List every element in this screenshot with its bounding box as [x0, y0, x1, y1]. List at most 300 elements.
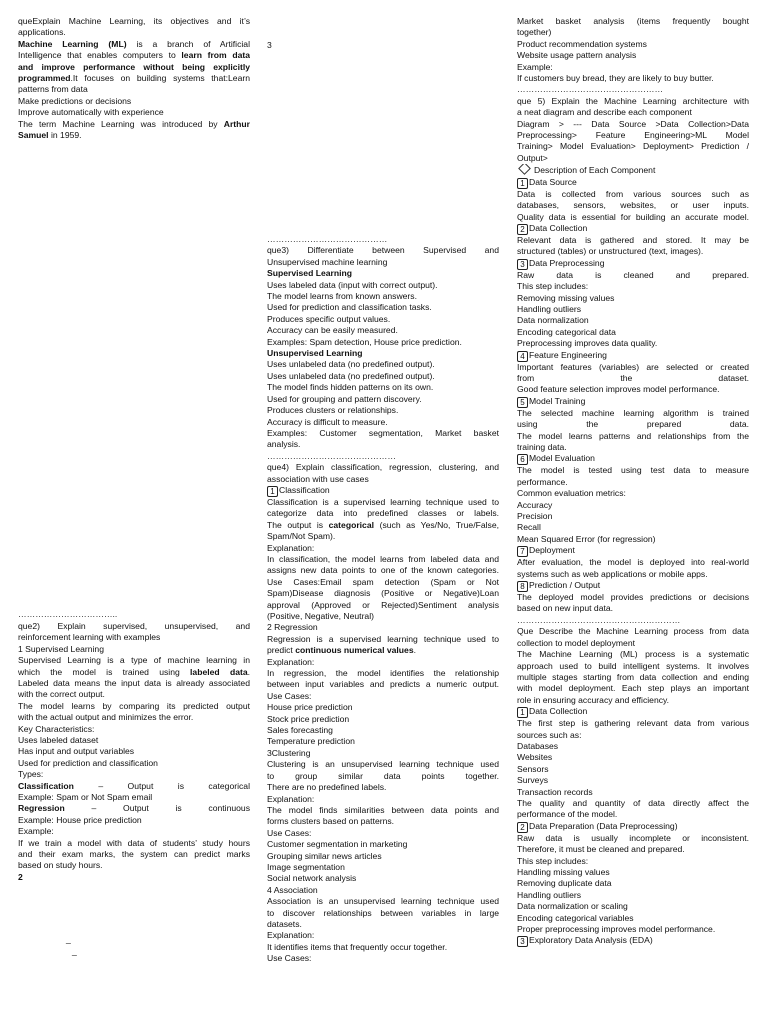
text-run: Used for prediction and classification tasks.	[267, 302, 432, 313]
text-run: Accuracy is difficult to measure.	[267, 416, 388, 427]
text-line	[267, 828, 499, 839]
text-line	[517, 39, 749, 50]
text-run: Feature Engineering	[529, 349, 607, 360]
text-line	[18, 16, 250, 27]
text-run: datasets.	[267, 918, 302, 929]
text-run: performance of the model.	[517, 809, 618, 820]
text-line	[517, 338, 749, 349]
text-run: ……………………………..	[18, 609, 118, 620]
column-right	[517, 16, 749, 947]
text-line	[18, 803, 250, 814]
text-run: Used for grouping and pattern discovery.	[267, 393, 422, 404]
text-run: forms clusters based on patterns.	[267, 816, 395, 827]
diamond-icon	[518, 164, 531, 175]
text-run: Classification is a supervised learning technique used to	[267, 496, 499, 507]
text-line	[267, 782, 499, 793]
text-run: Databases	[517, 740, 559, 751]
q5-process-block	[517, 16, 749, 947]
text-run: Sales forecasting	[267, 725, 333, 736]
separator-dots	[267, 234, 499, 245]
text-line	[18, 27, 250, 38]
text-run: – Output is continuous	[64, 803, 250, 814]
text-run: sources such as:	[517, 729, 582, 740]
text-run: House price prediction	[267, 702, 353, 713]
text-run: If we train a model with data of students’ study hours	[18, 837, 250, 848]
text-line	[267, 382, 499, 393]
text-line	[267, 759, 499, 770]
text-run: Examples: Customer segmentation, Market basket	[267, 427, 499, 438]
text-run: Example: Spam or Not Spam email	[18, 791, 153, 802]
text-run: Mean Squared Error (for regression)	[517, 533, 656, 544]
text-run: Precision	[517, 511, 553, 522]
text-run: …………………………………………………	[517, 614, 681, 625]
text-run: Example: House price prediction	[18, 814, 142, 825]
text-run: Image segmentation	[267, 861, 345, 872]
number-box: 7	[517, 546, 528, 557]
text-line	[267, 908, 499, 919]
text-run: approach used to build intelligent systems. It involves	[517, 660, 749, 671]
text-run: Machine Learning (ML)	[18, 38, 127, 49]
text-line	[267, 611, 499, 622]
text-line	[267, 565, 499, 576]
text-run: Data Preprocessing	[529, 257, 605, 268]
text-line	[267, 805, 499, 816]
text-run: labeled data	[190, 666, 248, 677]
text-run: ……………………………………………	[517, 84, 664, 95]
text-run: Make predictions or decisions	[18, 95, 132, 106]
text-line	[267, 930, 499, 941]
text-run: Relevant data is gathered and stored. It may be	[517, 234, 749, 245]
text-line	[267, 771, 499, 782]
text-run: Social network analysis	[267, 873, 357, 884]
text-run: 3Clustering	[267, 747, 311, 758]
text-run: based on new input data.	[517, 603, 614, 614]
text-line	[517, 62, 749, 73]
text-run: The model is tested using test data to measure	[517, 465, 749, 476]
number-box: 5	[517, 397, 528, 408]
text-run: Stock price prediction	[267, 713, 350, 724]
text-run: Raw data is cleaned and prepared.	[517, 269, 749, 280]
text-run: Encoding categorical data	[517, 326, 616, 337]
text-line	[18, 96, 250, 107]
text-run: Therefore, it must be cleaned and prepared.	[517, 844, 685, 855]
text-line	[18, 130, 250, 141]
text-run: Proper preprocessing improves model performance.	[517, 924, 716, 935]
text-run: Spam)Disease diagnosis (Positive or Negative)Loan	[267, 588, 499, 599]
text-line	[18, 712, 250, 723]
text-line	[18, 758, 250, 769]
text-run: Customer segmentation in marketing	[267, 839, 408, 850]
text-line	[267, 600, 499, 611]
text-run: applications.	[18, 27, 66, 38]
text-run: Use Cases:	[267, 827, 312, 838]
text-line	[18, 689, 250, 700]
text-line	[517, 315, 749, 326]
text-line	[517, 235, 749, 246]
text-run: collection to model deployment	[517, 637, 635, 648]
text-run: structured (tables) or unstructured (text, images).	[517, 246, 704, 257]
number-box: 2	[517, 224, 528, 235]
text-run: There are no predefined labels.	[267, 782, 387, 793]
text-line	[517, 569, 749, 580]
text-run: Has input and output variables	[18, 746, 135, 757]
text-run: Use Cases:Email spam detection (Spam or Not	[267, 576, 499, 587]
text-run: assigns new data points to one of the known categories.	[267, 565, 499, 576]
text-run: Transaction records	[517, 786, 593, 797]
text-run: Example:	[517, 61, 553, 72]
text-run: Unsupervised machine learning	[267, 256, 388, 267]
text-line	[18, 107, 250, 118]
text-line	[18, 39, 250, 50]
text-line	[267, 405, 499, 416]
text-line	[517, 488, 749, 499]
text-run: – Output is categorical	[73, 780, 250, 791]
text-run: categorical	[328, 519, 375, 530]
text-run: que2) Explain supervised, unsupervised, and	[18, 620, 250, 631]
column-middle	[267, 16, 499, 965]
text-run: It identifies items that frequently occur together.	[267, 941, 448, 952]
text-line	[517, 16, 749, 27]
text-line	[517, 223, 749, 235]
text-line	[267, 691, 499, 702]
text-run: Use Cases:	[267, 953, 312, 964]
text-line	[517, 730, 749, 741]
text-line	[267, 485, 499, 497]
text-line	[517, 809, 749, 820]
text-run: Model Evaluation	[529, 453, 595, 464]
text-run: Regression	[18, 803, 65, 814]
text-run: Classification	[18, 780, 74, 791]
text-run: .	[247, 666, 250, 677]
text-line	[267, 816, 499, 827]
text-line	[267, 554, 499, 565]
text-run: Produces specific output values.	[267, 313, 391, 324]
number-box: 3	[517, 936, 528, 947]
text-line	[18, 655, 250, 666]
text-line	[267, 919, 499, 930]
text-line	[517, 200, 749, 211]
text-run: Training> Model Evaluation> Deployment> Prediction /	[517, 141, 749, 152]
text-line	[267, 953, 499, 964]
text-line	[517, 511, 749, 522]
text-run: role in ensuring accuracy and efficiency.	[517, 694, 670, 705]
text-line	[267, 657, 499, 668]
dash-mark: _	[66, 934, 71, 944]
text-run: This step includes:	[517, 855, 589, 866]
text-run: which the model is trained using	[18, 666, 191, 677]
text-run: with the actual output and minimizes the error.	[18, 712, 194, 723]
text-run: Spam/Not Spam).	[267, 531, 336, 542]
text-line	[517, 189, 749, 200]
text-line	[18, 73, 250, 84]
number-box: 1	[267, 486, 278, 497]
text-line	[517, 500, 749, 511]
text-line	[267, 736, 499, 747]
text-run: continuous numerical values	[295, 645, 414, 656]
text-line	[18, 724, 250, 735]
text-line	[18, 792, 250, 803]
text-run: Prediction / Output	[529, 580, 601, 591]
text-run: and their exam marks, the system can predict marks	[18, 849, 250, 859]
text-line	[18, 746, 250, 757]
text-run: (such as Yes/No, True/False,	[374, 519, 499, 530]
text-line	[267, 942, 499, 953]
text-line	[517, 672, 749, 683]
text-line	[18, 667, 250, 678]
text-run: categorize data into predefined classes or labels.	[267, 508, 499, 519]
text-line	[517, 913, 749, 924]
text-line	[18, 678, 250, 689]
text-run: using the prepared data.	[517, 419, 749, 430]
text-run: The model finds similarities between data points and	[267, 804, 499, 815]
text-line	[517, 431, 749, 442]
text-run: Uses labeled dataset	[18, 734, 99, 745]
text-run: Sensors	[517, 763, 549, 774]
text-run: Preprocessing improves data quality.	[517, 338, 658, 349]
text-line	[18, 632, 250, 643]
text-line	[517, 798, 749, 809]
text-line	[18, 849, 250, 860]
text-line	[517, 545, 749, 557]
text-run: from the dataset.	[517, 372, 749, 383]
text-line	[517, 50, 749, 61]
text-run: The quality and quantity of data directly affect the	[517, 797, 749, 808]
text-run: Grouping similar news articles	[267, 850, 382, 861]
text-run: Association is an unsupervised learning technique used	[267, 896, 499, 907]
text-line	[267, 474, 499, 485]
text-run: The first step is gathering relevant data from various	[517, 718, 749, 729]
text-line	[267, 622, 499, 633]
text-run: Regression is a supervised learning technique used to	[267, 633, 499, 644]
text-line	[267, 325, 499, 336]
text-line	[267, 371, 499, 382]
text-run: Quality data is essential for building an accurate model.	[517, 211, 749, 222]
text-line	[267, 337, 499, 348]
text-run: Produces clusters or relationships.	[267, 405, 399, 416]
number-box: 1	[517, 707, 528, 718]
text-line	[18, 769, 250, 780]
text-run: with model deployment. Each step plays an important	[517, 683, 749, 694]
text-run: Diagram > --- Data Source >Data Collection>Data	[517, 118, 749, 129]
text-run: 2 Regression	[267, 622, 318, 633]
text-run: Deployment	[529, 545, 575, 556]
text-line	[517, 580, 749, 592]
text-line	[517, 384, 749, 395]
text-run: performance.	[517, 476, 568, 487]
text-line	[517, 534, 749, 545]
text-line	[517, 373, 749, 384]
q1-block	[18, 16, 250, 141]
text-run: que 5) Explain the Machine Learning architecture with	[517, 95, 749, 106]
text-run: Important features (variables) are selected or created	[517, 361, 749, 372]
text-line	[267, 497, 499, 508]
text-line	[18, 860, 250, 871]
text-line	[267, 257, 499, 268]
text-run: Classification	[279, 484, 330, 495]
text-line	[517, 649, 749, 660]
text-line	[517, 477, 749, 488]
text-line	[517, 362, 749, 373]
text-line	[18, 644, 250, 655]
text-line	[18, 872, 250, 883]
text-run: approval (Approved or Rejected)Sentiment analysis	[267, 599, 499, 610]
text-run: programmed	[18, 73, 71, 84]
text-line	[267, 462, 499, 473]
text-line	[18, 50, 250, 61]
text-run: Website usage pattern analysis	[517, 50, 637, 61]
text-line	[517, 442, 749, 453]
text-run: ………………………………………	[267, 450, 396, 461]
text-line	[517, 924, 749, 935]
text-line	[267, 314, 499, 325]
text-run: In regression, the model identifies the relationship	[267, 668, 499, 679]
text-run: to discover relationships between variables in large	[267, 907, 499, 918]
text-run: Example:	[18, 826, 54, 837]
text-run: systems such as web applications or mobile apps.	[517, 568, 708, 579]
text-line	[517, 164, 749, 176]
text-run: After evaluation, the model is deployed into real-world	[517, 557, 749, 568]
text-line	[517, 96, 749, 107]
text-run: (Positive, Negative, Neutral)	[267, 611, 374, 621]
text-line	[517, 626, 749, 637]
text-line	[267, 428, 499, 439]
text-line	[267, 885, 499, 896]
text-run: 2	[18, 871, 23, 882]
number-box: 6	[517, 454, 528, 465]
text-run: ……………………………………	[267, 234, 388, 244]
text-run: between input variables and predicts a numeric output.	[267, 679, 499, 690]
text-line	[517, 119, 749, 130]
text-line	[517, 270, 749, 281]
text-run: with the correct output.	[18, 689, 105, 700]
text-run: Que Describe the Machine Learning process from data	[517, 626, 749, 637]
text-line	[267, 725, 499, 736]
text-run: The model learns by comparing its predicted output	[18, 700, 250, 711]
text-run: Key Characteristics:	[18, 723, 95, 734]
number-box: 4	[517, 351, 528, 362]
text-line	[517, 821, 749, 833]
text-line	[18, 84, 250, 95]
text-run: que3) Differentiate between Supervised and	[267, 245, 499, 256]
text-run: Uses unlabeled data (no predefined output).	[267, 359, 435, 370]
text-line	[517, 350, 749, 362]
text-line	[517, 27, 749, 38]
text-line	[517, 396, 749, 408]
text-line	[267, 508, 499, 519]
number-box: 3	[517, 259, 528, 270]
text-line	[517, 177, 749, 189]
text-line	[517, 557, 749, 568]
text-run: is a branch of Artificial	[126, 38, 250, 49]
text-line	[517, 304, 749, 315]
text-line	[517, 695, 749, 706]
text-run: association with use cases	[267, 473, 369, 484]
text-run: Improve automatically with experience	[18, 107, 164, 118]
text-run: learn from data	[181, 50, 250, 61]
text-run: 1 Supervised Learning	[18, 643, 104, 654]
text-line	[517, 522, 749, 533]
text-run: Data Collection	[529, 706, 588, 717]
separator-dots	[517, 84, 749, 95]
text-line	[267, 668, 499, 679]
separator-dots	[267, 451, 499, 462]
text-run: .	[413, 645, 417, 656]
text-line	[267, 577, 499, 588]
text-line	[18, 701, 250, 712]
text-run: Good feature selection improves model performance.	[517, 384, 720, 395]
text-line	[517, 867, 749, 878]
text-line	[517, 603, 749, 614]
text-run: Removing duplicate data	[517, 878, 612, 889]
text-run: Surveys	[517, 775, 549, 786]
text-run: Websites	[517, 752, 553, 763]
text-line	[267, 268, 499, 279]
text-line	[517, 258, 749, 270]
text-line	[267, 359, 499, 370]
text-line	[517, 683, 749, 694]
text-line	[517, 408, 749, 419]
spacer	[267, 16, 499, 234]
text-line	[267, 417, 499, 428]
separator-dots	[18, 609, 250, 620]
text-line	[267, 588, 499, 599]
text-run: Supervised Learning is a type of machine learning in	[18, 655, 250, 666]
text-line	[18, 119, 250, 130]
text-line	[267, 862, 499, 873]
text-line	[517, 764, 749, 775]
text-line	[517, 130, 749, 141]
separator-dots	[517, 615, 749, 626]
text-line	[517, 718, 749, 729]
text-run: In classification, the model learns from labeled data and	[267, 553, 499, 564]
text-line	[267, 702, 499, 713]
column-left	[18, 16, 250, 956]
text-line	[517, 752, 749, 763]
text-run: Supervised Learning	[267, 268, 353, 279]
text-run: Intelligence that enables computers to	[18, 50, 182, 61]
text-run: The deployed model provides predictions or decisions	[517, 592, 749, 603]
text-run: Explanation:	[267, 542, 315, 553]
text-run: The output is	[267, 519, 329, 530]
text-run: Examples: Spam detection, House price prediction.	[267, 336, 462, 347]
number-box: 8	[517, 581, 528, 592]
text-line	[517, 293, 749, 304]
text-line	[267, 896, 499, 907]
text-run: in 1959.	[48, 130, 82, 141]
text-run: Accuracy	[517, 499, 553, 510]
text-line	[517, 153, 749, 164]
text-line	[517, 741, 749, 752]
text-line	[267, 531, 499, 542]
text-line	[517, 465, 749, 476]
text-run: a neat diagram and describe each component	[517, 107, 692, 118]
text-run: Exploratory Data Analysis (EDA)	[529, 935, 653, 946]
text-line	[267, 794, 499, 805]
text-run: que4) Explain classification, regression, clustering, and	[267, 462, 499, 473]
text-line	[517, 246, 749, 257]
text-run: Explanation:	[267, 793, 315, 804]
text-run: Uses unlabeled data (no predefined output).	[267, 370, 435, 381]
text-line	[267, 543, 499, 554]
text-line	[267, 348, 499, 359]
text-line	[267, 748, 499, 759]
text-line	[267, 645, 499, 656]
text-run: Output>	[517, 152, 548, 163]
text-line	[517, 419, 749, 430]
text-run: Samuel	[18, 130, 49, 141]
text-line	[267, 679, 499, 690]
text-run: Product recommendation systems	[517, 38, 647, 49]
